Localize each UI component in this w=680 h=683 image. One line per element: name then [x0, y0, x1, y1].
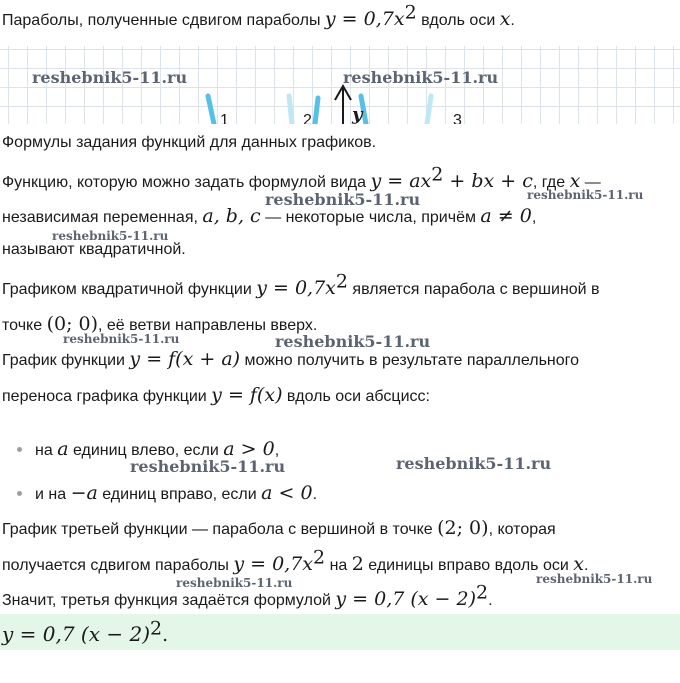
parabola-2-branch-right: [315, 98, 318, 124]
graph-label-2: 2: [303, 112, 312, 124]
text: единиц влево, если: [68, 442, 224, 459]
text: .: [583, 557, 589, 574]
formula: y = f(x): [211, 384, 283, 406]
formula: y = 0,7 (x − 2): [2, 622, 151, 646]
superscript: 2: [476, 581, 489, 604]
watermark: reshebnik5-11.ru: [52, 229, 169, 243]
watermark: reshebnik5-11.ru: [343, 68, 499, 87]
subheading-line: Формулы задания функций для данных графиков.: [2, 134, 377, 151]
parabola-1-branch: [208, 96, 214, 124]
watermark: reshebnik5-11.ru: [527, 188, 644, 202]
list-item: [35, 482, 317, 504]
text: , её ветви направлены вверх.: [98, 317, 318, 334]
text: получается сдвигом параболы: [2, 557, 234, 574]
formula: a < 0: [261, 482, 313, 504]
bullet-dot: [17, 447, 22, 452]
superscript: 2: [431, 163, 444, 186]
text: вдоль оси: [416, 12, 500, 29]
paragraph-line: [2, 517, 556, 539]
watermark: reshebnik5-11.ru: [176, 576, 293, 590]
watermark: reshebnik5-11.ru: [265, 190, 421, 209]
answer-box: [0, 614, 680, 650]
formula: x: [499, 8, 511, 30]
paragraph-line: [2, 205, 536, 227]
text: ,: [531, 209, 537, 226]
formula: y = f(x + a): [129, 348, 241, 370]
formula: y = ax: [370, 170, 432, 192]
heading-line: [2, 1, 515, 30]
formula: y = 0,7x: [324, 8, 405, 30]
formula: x: [569, 170, 581, 192]
text: единиц вправо, если: [97, 486, 262, 503]
text: , которая: [488, 521, 556, 538]
text: ,: [274, 442, 280, 459]
formula: a > 0: [223, 438, 275, 460]
text: вдоль оси абсцисс:: [282, 388, 430, 405]
paragraph-line: [2, 348, 579, 370]
text: Функцию, которую можно задать формулой вида: [2, 174, 371, 191]
formula: y = 0,7x: [256, 277, 336, 299]
text: График функции: [2, 352, 130, 369]
text: —: [580, 174, 601, 191]
text: .: [488, 592, 493, 609]
text: Графиком квадратичной функции: [2, 281, 257, 298]
answer-formula: [2, 617, 169, 646]
text: .: [162, 624, 169, 646]
watermark: reshebnik5-11.ru: [32, 68, 188, 87]
paragraph-line: [2, 546, 589, 575]
watermark: reshebnik5-11.ru: [275, 332, 431, 351]
text: можно получить в результате параллельного: [240, 352, 580, 369]
paragraph-line: [2, 270, 600, 299]
text: на: [35, 442, 58, 459]
text: , где: [532, 174, 570, 191]
formula: a: [57, 438, 69, 460]
formula: x: [573, 553, 584, 575]
graph-label-1: 1: [220, 112, 229, 124]
formula: 2: [351, 553, 364, 575]
watermark: reshebnik5-11.ru: [63, 332, 180, 346]
text: — некоторые числа, причём: [260, 209, 481, 226]
parabola-2-branch-left: [289, 96, 292, 124]
superscript: 2: [335, 270, 348, 293]
formula: a ≠ 0: [480, 205, 532, 227]
superscript: 2: [404, 1, 417, 24]
text: на: [325, 557, 352, 574]
watermark: reshebnik5-11.ru: [536, 572, 653, 586]
superscript: 2: [150, 617, 163, 640]
paragraph-line: называют квадратичной.: [2, 241, 186, 258]
text: единицы вправо вдоль оси: [363, 557, 574, 574]
formula: −a: [70, 482, 98, 504]
text: переноса графика функции: [2, 388, 212, 405]
text: .: [510, 12, 515, 29]
watermark: reshebnik5-11.ru: [130, 457, 286, 476]
text: График третьей функции — парабола с вершиной в точке: [2, 521, 438, 538]
text: точке: [2, 317, 47, 334]
formula: a, b, c: [202, 205, 261, 227]
graph-label-3: 3: [453, 112, 462, 124]
paragraph-line: [2, 384, 430, 406]
paragraph-line: [2, 163, 601, 192]
formula: (0; 0): [46, 313, 99, 335]
text: является парабола с вершиной в: [347, 281, 600, 298]
text: независимая переменная,: [2, 209, 203, 226]
text: Значит, третья функция задаётся формулой: [2, 592, 336, 609]
formula: y = 0,7x: [233, 553, 314, 575]
watermark: reshebnik5-11.ru: [396, 454, 552, 473]
text: Параболы, полученные сдвигом параболы: [2, 12, 325, 29]
formula: y = 0,7 (x − 2): [335, 588, 476, 610]
text: и на: [35, 486, 71, 503]
parabola-3-branch-right: [427, 96, 431, 124]
bullet-dot: [17, 491, 22, 496]
superscript: 2: [313, 546, 326, 569]
text: .: [312, 486, 318, 503]
formula: + bx + c: [443, 170, 533, 192]
formula: (2; 0): [437, 517, 489, 539]
y-axis-label: y: [352, 104, 363, 124]
